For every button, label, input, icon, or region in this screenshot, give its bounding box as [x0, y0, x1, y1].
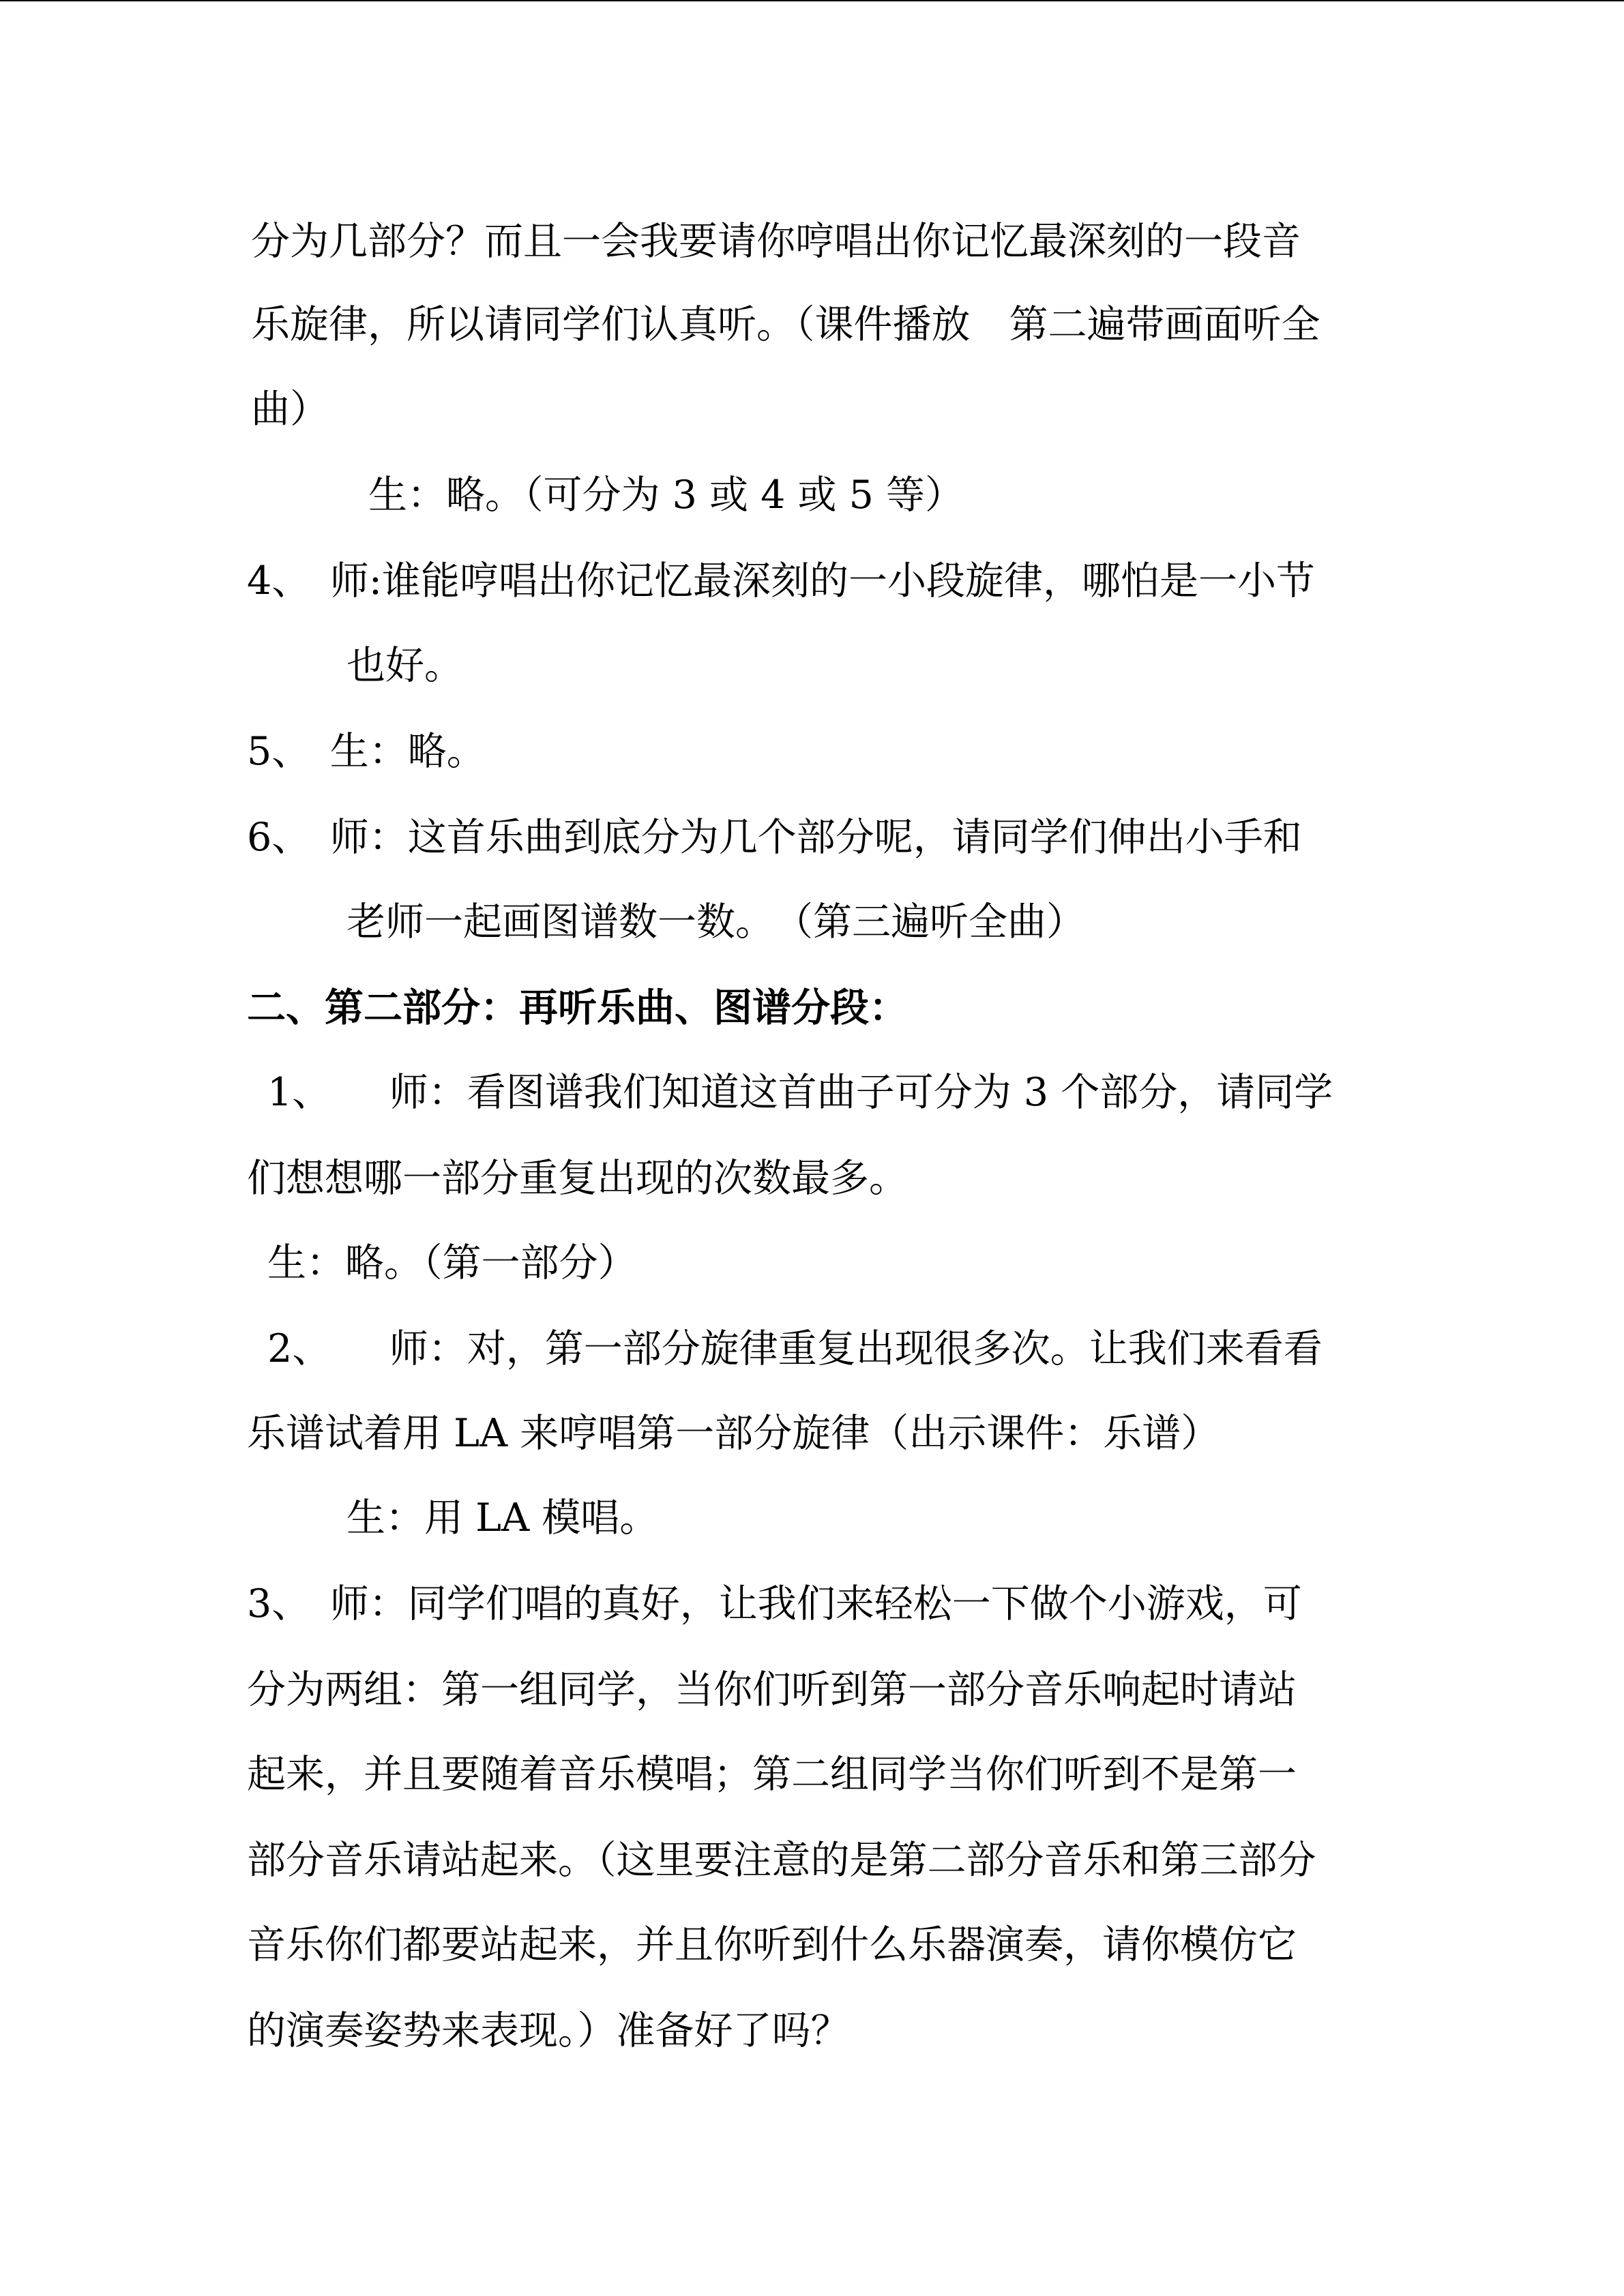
text-line-5: 4、 师:谁能哼唱出你记忆最深刻的一小段旋律，哪怕是一小节: [247, 558, 1315, 603]
text-line-15: 乐谱试着用 LA 来哼唱第一部分旋律（出示课件：乐谱）: [247, 1411, 1220, 1456]
text-line-20: 部分音乐请站起来。（这里要注意的是第二部分音乐和第三部分: [247, 1838, 1316, 1883]
text-line-21: 音乐你们都要站起来，并且你听到什么乐器演奏，请你模仿它: [247, 1922, 1297, 1967]
text-line-7: 5、 生：略。: [247, 729, 486, 774]
text-line-6: 也好。: [346, 643, 463, 688]
text-line-16: 生：用 LA 模唱。: [346, 1495, 659, 1540]
text-line-18: 分为两组：第一组同学，当你们听到第一部分音乐响起时请站: [247, 1667, 1297, 1712]
text-line-14: 2、 师：对，第一部分旋律重复出现很多次。让我们来看看: [267, 1326, 1323, 1371]
section-heading: 二、第二部分：再听乐曲、图谱分段：: [247, 985, 908, 1030]
text-line-8: 6、 师：这首乐曲到底分为几个部分呢，请同学们伸出小手和: [247, 815, 1302, 860]
text-line-4: 生：略。（可分为 3 或 4 或 5 等）: [368, 473, 964, 518]
text-line-1: 分为几部分？而且一会我要请你哼唱出你记忆最深刻的一段音: [251, 219, 1301, 264]
text-line-22: 的演奏姿势来表现。）准备好了吗？: [247, 2008, 850, 2053]
text-line-9: 老师一起画图谱数一数。 （第三遍听全曲）: [346, 899, 1085, 944]
text-line-17: 3、 师：同学们唱的真好，让我们来轻松一下做个小游戏，可: [247, 1581, 1302, 1626]
text-line-3: 曲）: [251, 387, 329, 432]
text-line-19: 起来，并且要随着音乐模唱；第二组同学当你们听到不是第一: [247, 1752, 1297, 1797]
text-line-2: 乐旋律，所以请同学们认真听。（课件播放 第二遍带画面听全: [251, 302, 1320, 347]
text-line-11: 1、 师：看图谱我们知道这首曲子可分为 3 个部分，请同学: [267, 1070, 1333, 1115]
text-line-12: 们想想哪一部分重复出现的次数最多。: [247, 1156, 908, 1201]
text-line-13: 生：略。（第一部分）: [267, 1240, 637, 1285]
